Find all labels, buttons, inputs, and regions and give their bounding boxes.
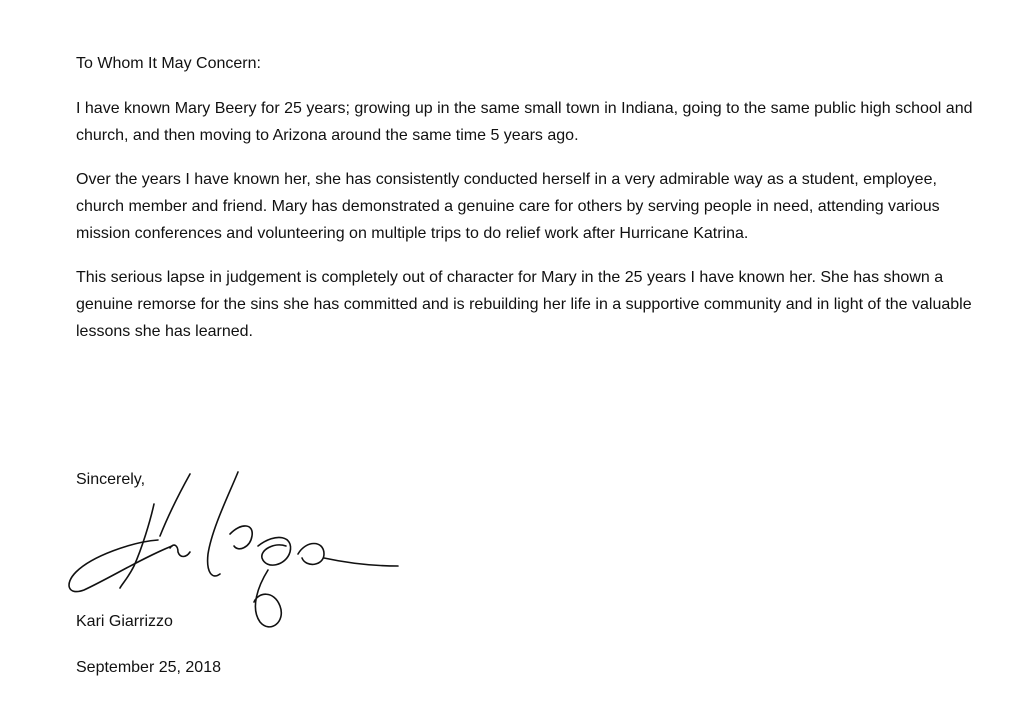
- salutation: To Whom It May Concern:: [76, 55, 261, 72]
- paragraph-character: Over the years I have known her, she has consistently conducted herself in a very admirable way as a student, employee, church member and friend. Mary has demonstrated a genuine care for others by serving people in need, attending various mission conferences and volunteering on multiple trips to do relief work after Hurricane Katrina.: [76, 171, 940, 242]
- signer-name: Kari Giarrizzo: [76, 613, 173, 630]
- letter-date: September 25, 2018: [76, 659, 221, 676]
- paragraph-remorse: This serious lapse in judgement is completely out of character for Mary in the 25 years I have known her. She has shown a genuine remorse for the sins she has committed and is rebuilding her life in a supportive community and in light of the valuable lessons she has learned.: [76, 269, 972, 340]
- paragraph-relationship: I have known Mary Beery for 25 years; growing up in the same small town in Indiana, going to the same public high school and church, and then moving to Arizona around the same time 5 years ago.: [76, 100, 973, 144]
- closing: Sincerely,: [76, 471, 146, 488]
- letter-body: [76, 50, 976, 362]
